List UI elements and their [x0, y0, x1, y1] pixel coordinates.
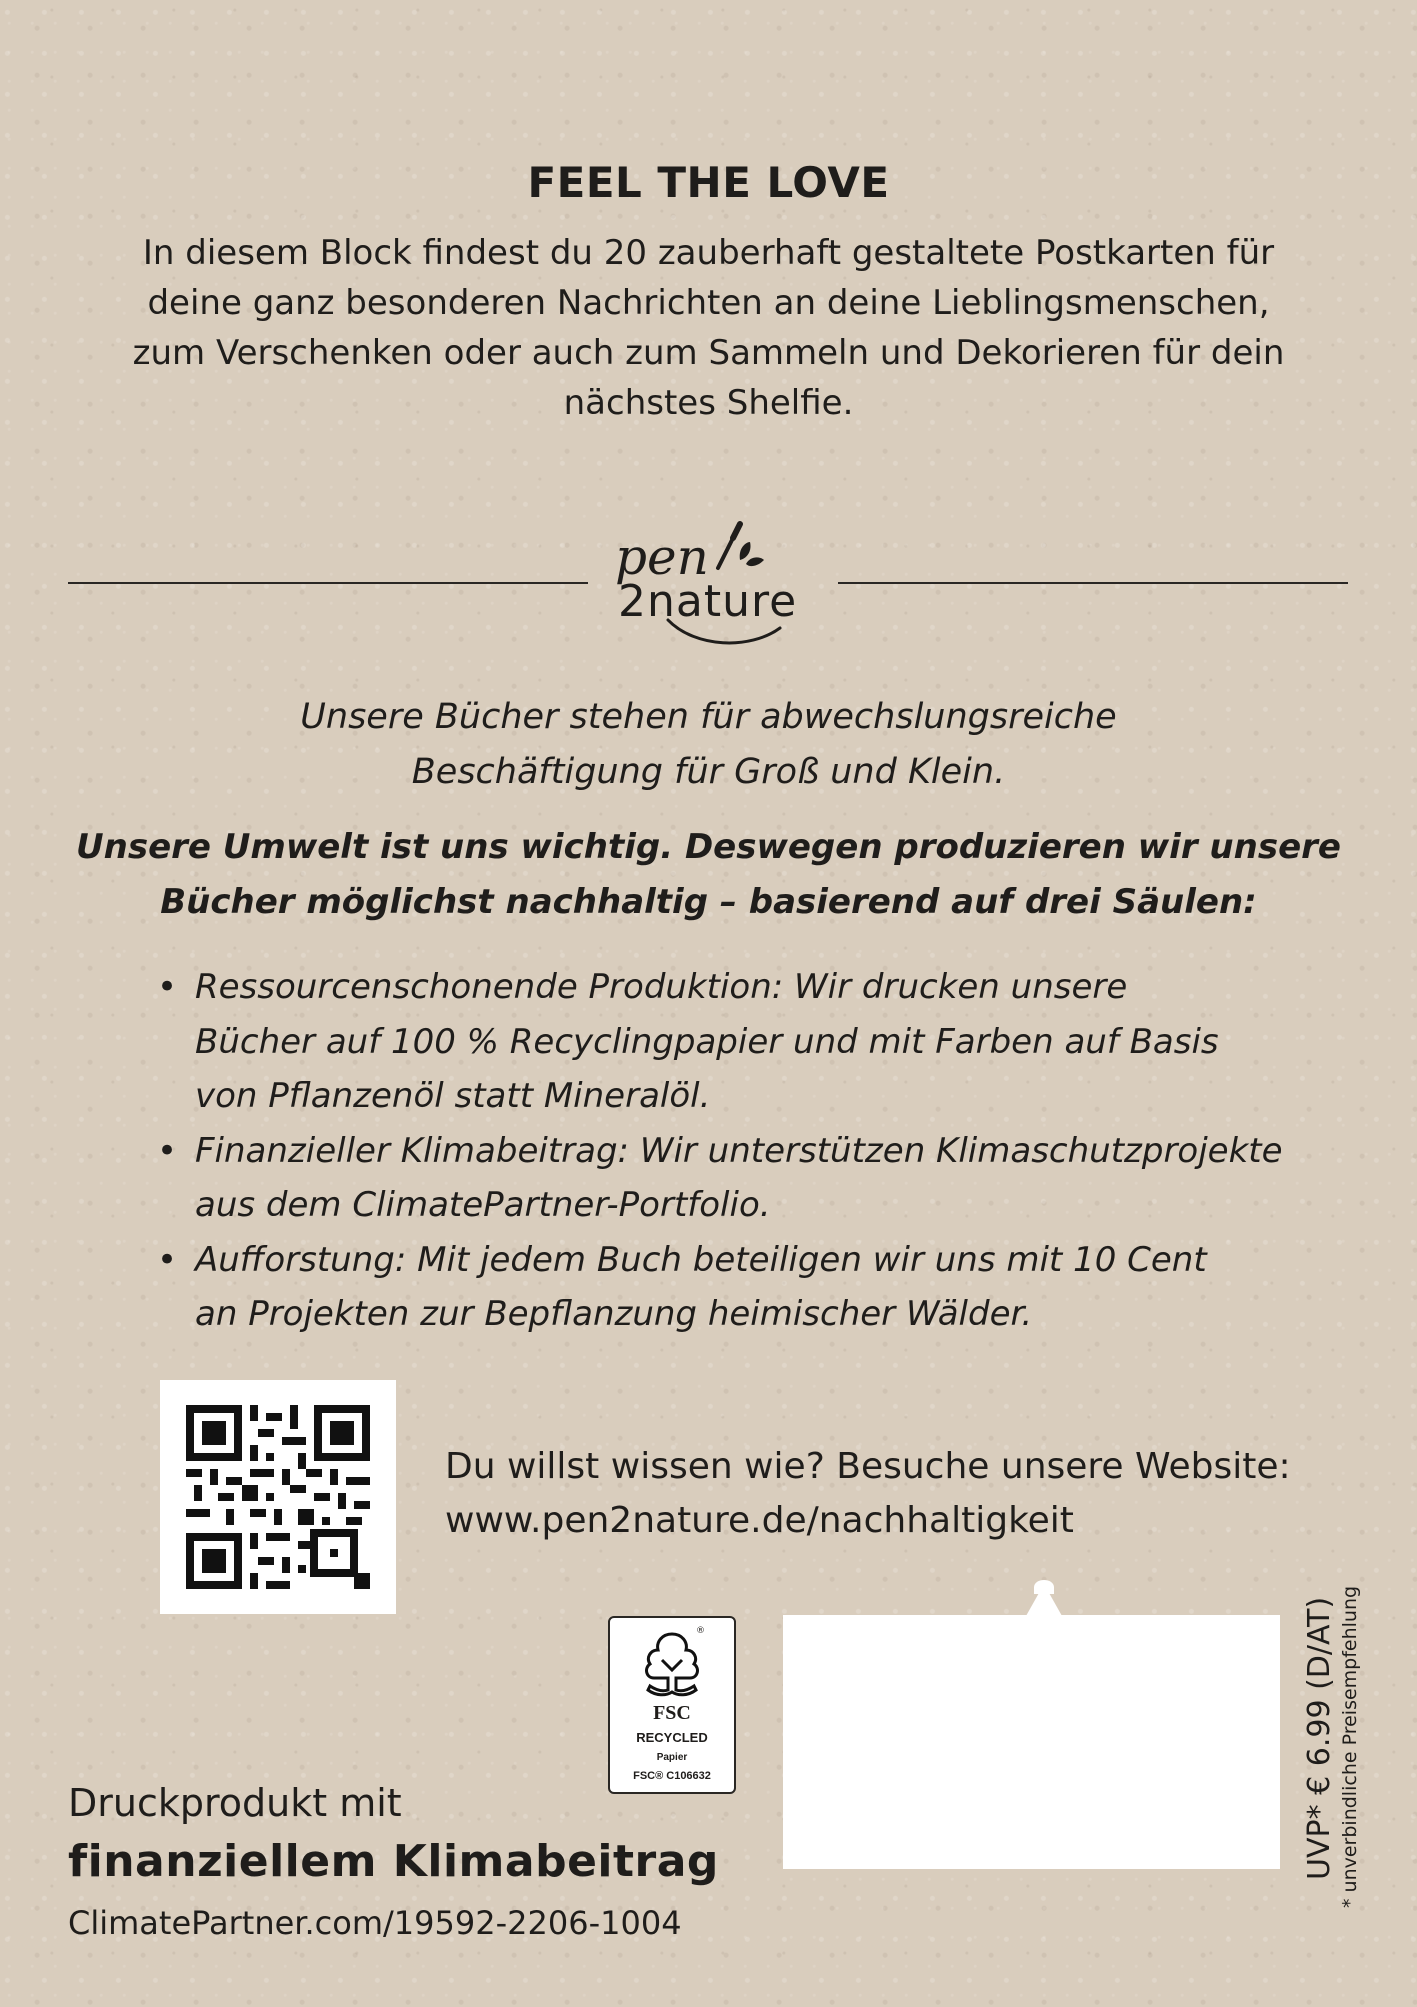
- pillars-line: Unsere Umwelt ist uns wichtig. Deswegen produzieren wir unsere: [76, 827, 1341, 867]
- logo-wordmark-top: pen: [615, 528, 709, 586]
- price-footnote: * unverbindliche Preisempfehlung: [1339, 1585, 1361, 1908]
- website-link[interactable]: www.pen2nature.de/nachhaltigkeit: [445, 1500, 1074, 1541]
- list-item: [155, 960, 1315, 1124]
- fsc-registered-mark: ®: [696, 1626, 705, 1636]
- list-item: [155, 1124, 1315, 1233]
- website-prompt: Du willst wissen wie? Besuche unsere Website:: [445, 1446, 1291, 1487]
- divider-right: [838, 582, 1348, 584]
- fsc-category: RECYCLED: [636, 1730, 708, 1745]
- logo-wordmark-bottom: 2nature: [618, 576, 798, 627]
- intro-line: zum Verschenken oder auch zum Sammeln und Dekorieren für dein: [132, 333, 1285, 373]
- fsc-license-code: FSC® C106632: [633, 1770, 711, 1782]
- price-container: [1300, 1460, 1340, 1880]
- tagline-line: Unsere Bücher stehen für abwechslungsreiche: [300, 697, 1117, 737]
- pencil-leaf-icon: [600, 520, 832, 650]
- list-item-line: Aufforstung: Mit jedem Buch beteiligen wir uns mit 10 Cent: [195, 1239, 1207, 1280]
- barcode-notch-tip: [1026, 1584, 1062, 1616]
- bullet-glyph: •: [157, 1130, 178, 1171]
- page-title: FEEL THE LOVE: [527, 158, 890, 207]
- pillars-list: [155, 960, 1315, 1342]
- list-item-line: von Pflanzenöl statt Mineralöl.: [195, 1076, 711, 1116]
- list-item: [155, 1233, 1315, 1342]
- fsc-label: [608, 1616, 736, 1794]
- climate-line-2: finanziellem Klimabeitrag: [68, 1836, 719, 1887]
- intro-line: In diesem Block findest du 20 zauberhaft gestaltete Postkarten für: [142, 233, 1275, 273]
- pillars-line: Bücher möglichst nachhaltig – basierend auf drei Säulen:: [160, 882, 1257, 922]
- climate-line-1: Druckprodukt mit: [68, 1781, 402, 1825]
- list-item-line: an Projekten zur Bepflanzung heimischer Wälder.: [195, 1294, 1033, 1334]
- fsc-material: Papier: [656, 1752, 688, 1763]
- barcode-area: [783, 1615, 1280, 1869]
- list-item-line: Bücher auf 100 % Recyclingpapier und mit Farben auf Basis: [195, 1021, 1219, 1062]
- tagline: [0, 690, 1417, 800]
- intro-line: nächstes Shelfie.: [563, 383, 854, 423]
- list-item-line: aus dem ClimatePartner-Portfolio.: [195, 1185, 771, 1225]
- pillars-statement: [0, 820, 1417, 930]
- fsc-name: FSC: [653, 1702, 691, 1724]
- tagline-line: Beschäftigung für Groß und Klein.: [411, 752, 1006, 792]
- qr-code-icon[interactable]: [186, 1405, 370, 1589]
- divider-left: [68, 582, 588, 584]
- intro-line: deine ganz besonderen Nachrichten an deine Lieblingsmenschen,: [147, 283, 1270, 323]
- list-item-line: Ressourcenschonende Produktion: Wir drucken unsere: [195, 967, 1128, 1007]
- price-note-container: [1336, 1488, 1364, 1908]
- list-item-line: Finanzieller Klimabeitrag: Wir unterstützen Klimaschutzprojekte: [195, 1130, 1283, 1171]
- bullet-glyph: •: [157, 1239, 178, 1280]
- price-text: UVP* € 6.99 (D/AT): [1302, 1596, 1337, 1880]
- bullet-glyph: •: [157, 967, 178, 1007]
- intro-text: [90, 228, 1327, 428]
- climate-link[interactable]: ClimatePartner.com/19592-2206-1004: [68, 1904, 682, 1942]
- fsc-tree-icon: [634, 1630, 710, 1698]
